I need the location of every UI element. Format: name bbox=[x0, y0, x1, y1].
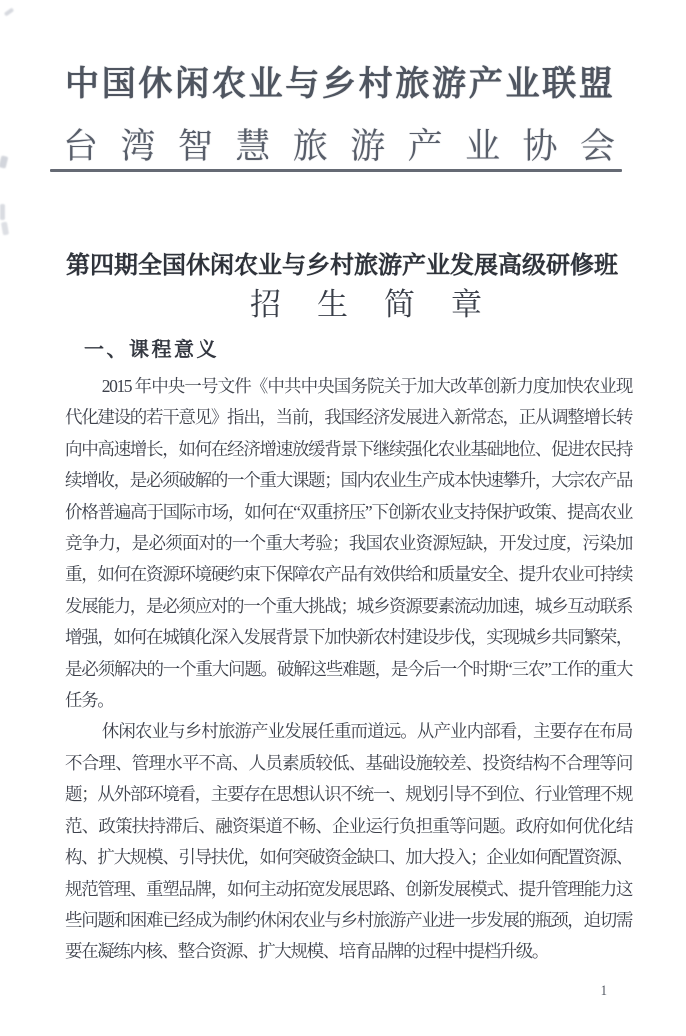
title-underline bbox=[50, 169, 622, 172]
organization-title-line1: 中 国 休 闲 农 业 与 乡 村 旅 游 产 业 联 盟 bbox=[65, 65, 613, 103]
scan-artifact bbox=[0, 155, 8, 168]
body-text bbox=[65, 371, 632, 968]
document-title: 招 生 简 章 bbox=[250, 287, 482, 322]
page-number: 1 bbox=[600, 983, 607, 999]
organization-title-line2: 台 湾 智 慧 旅 游 产 业 协 会 bbox=[63, 127, 615, 166]
scan-artifact bbox=[1, 222, 9, 236]
section-heading: 一、课程意义 bbox=[84, 339, 219, 361]
scan-artifact bbox=[0, 204, 5, 220]
scan-artifact bbox=[4, 7, 14, 16]
body-paragraph: 休闲农业与乡村旅游产业发展任重而道远。从产业内部看，主要存在布局不合理、管理水平不高、人员素质较低、基础设施较差、投资结构不合理等问题；从外部环境看，主要存在思想认识不统一、规划引导不到位、行业管理不规范、政策扶持滞后、融资渠道不畅、企业运行负担重等问题。政府如何优化结构、扩大规模、引导扶优，如何突破资金缺口、加大投入；企业如何配置资源、规范管理、重塑品牌，如何主动拓宽发展思路、创新发展模式、提升管理能力这些问题和困难已经成为制约休闲农业与乡村旅游产业进一步发展的瓶颈，迫切需要在凝练内核、整合资源、扩大规模、培育品牌的过程中提档升级。 bbox=[65, 721, 632, 962]
body-paragraph: 2015 年中央一号文件《中共中央国务院关于加大改革创新力度加快农业现代化建设的若干意见》指出，当前，我国经济发展进入新常态，正从调整增长转向中高速增长，如何在经济增速放缓背景下继续强化农业基础地位、促进农民持续增收，是必须破解的一个重大课题；国内农业生产成本快速攀升，大宗农产品价格普遍高于国际市场，如何在“双重挤压”下创新农业支持保护政策、提高农业竞争力，是必须面对的一个重大考验；我国农业资源短缺，开发过度，污染加重，如何在资源环境硬约束下保障农产品有效供给和质量安全、提升农业可持续发展能力，是必须应对的一个重大挑战；城乡资源要素流动加速，城乡互动联系增强，如何在城镇化深入发展背景下加快新农村建设步伐，实现城乡共同繁荣，是必须解决的一个重大问题。破解这些难题，是今后一个时期“三农”工作的重大任务。 bbox=[65, 376, 632, 711]
program-title: 第 四 期 全 国 休 闲 农 业 与 乡 村 旅 游 产 业 发 展 高 级 研 修 班 bbox=[66, 252, 618, 279]
